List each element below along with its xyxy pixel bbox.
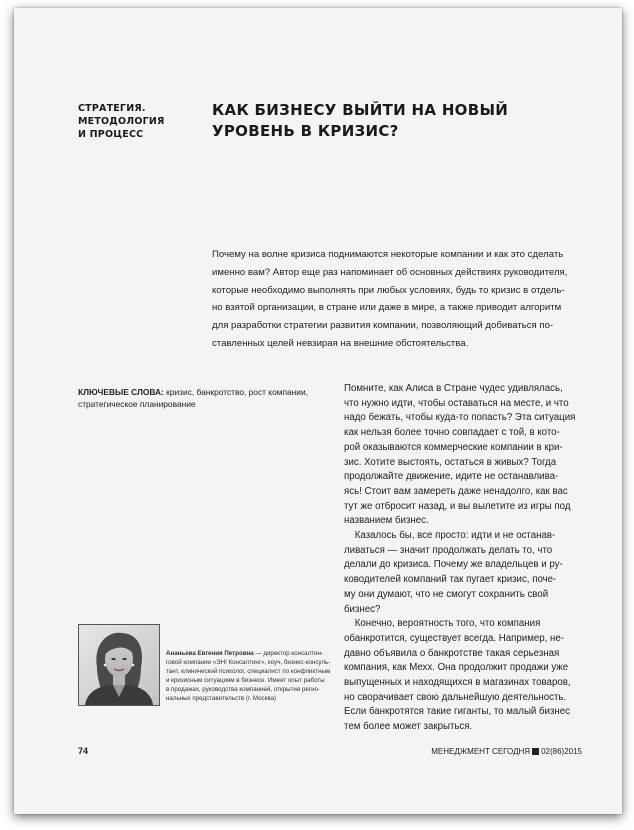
bio-line: нальных представительств (г. Москва)	[166, 695, 277, 703]
bio-line: тант, клинический психолог, специалист по конфликтным	[166, 668, 331, 676]
bio-line: в продажах, руководства компанией, открытия регио-	[166, 686, 321, 694]
author-bio	[166, 649, 331, 704]
article-title	[212, 100, 508, 142]
journal-name: МЕНЕДЖМЕНТ СЕГОДНЯ	[431, 747, 531, 756]
lead-line: именно вам? Автор еще раз напоминает об основных действиях руководителя,	[212, 266, 568, 278]
lead-line: Почему на волне кризиса поднимаются некоторые компании и как это сделать	[212, 249, 564, 260]
body-line: надо бежать, чтобы куда-то попасть? Эта ситуация	[344, 412, 576, 424]
section-label	[78, 102, 165, 141]
body-line: делали до кризиса. Почему же владельцев и ру-	[344, 559, 563, 571]
body-line: бизнес?	[344, 603, 381, 615]
section-label-line: МЕТОДОЛОГИЯ	[78, 116, 165, 127]
body-line: что нужно идти, чтобы оставаться на месте, и что	[344, 397, 569, 409]
body-line: рой оказываются коммерческие компании в кри-	[344, 441, 563, 453]
body-line: Казалось бы, все просто: идти и не останав-	[344, 530, 556, 542]
body-line: ясь! Стоит вам замереть даже ненадолго, как вас	[344, 485, 568, 497]
section-label-line: И ПРОЦЕСС	[78, 129, 144, 140]
body-line: ководителей компаний так пугает кризис, поче-	[344, 574, 557, 586]
body-line: му они думают, что не смогут сохранить свой	[344, 588, 549, 600]
page-number: 74	[78, 746, 89, 756]
keywords-block	[78, 386, 328, 410]
body-line: но сворачивает свою дальнейшую деятельность.	[344, 691, 567, 703]
lead-line: для разработки стратегии развития компании, позволяющий добиваться по-	[212, 320, 554, 332]
body-line: тем более может закрыться.	[344, 721, 473, 733]
author-name: Ананьева Евгения Петровна	[166, 650, 254, 657]
journal-issue: 02(86)2015	[541, 747, 582, 756]
body-line: ливаться — значит продолжать делать то, что	[344, 544, 553, 556]
title-line: УРОВЕНЬ В КРИЗИС?	[212, 122, 399, 140]
body-line: тут же отбросит назад, и вы вылетите из игры под	[344, 500, 571, 512]
body-line: зис. Хотите выстоять, остаться в живых? Тогда	[344, 456, 557, 468]
square-icon	[532, 748, 539, 755]
body-line: компания, как Мехх. Она продолжит продажи уже	[344, 662, 569, 674]
bio-line: говой компании «ЭН! Консалтинг», коуч, бизнес-консуль-	[166, 659, 331, 667]
author-portrait-icon	[79, 625, 159, 705]
body-line: Помните, как Алиса в Стране чудес удивлялась,	[344, 383, 563, 394]
journal-footer	[431, 747, 582, 756]
lead-line: ставленных целей невзирая на внешние обстоятельства.	[212, 337, 469, 349]
author-photo	[78, 624, 160, 706]
magazine-page	[14, 8, 622, 814]
body-line: как нельзя более точно совпадает с той, в кото-	[344, 427, 560, 439]
body-line: обанкротится, существует всегда. Например, не-	[344, 632, 564, 644]
body-line: названием бизнес.	[344, 515, 429, 527]
title-line: КАК БИЗНЕСУ ВЫЙТИ НА НОВЫЙ	[212, 101, 509, 119]
lead-line: но взятой организации, в стране или даже в мире, а также приводит алгоритм	[212, 302, 562, 314]
article-body	[344, 382, 604, 735]
body-line: давно объявила о банкротстве такая серьезная	[344, 647, 560, 659]
keywords-label: КЛЮЧЕВЫЕ СЛОВА:	[78, 387, 164, 397]
lead-line: которые необходимо выполнять при любых условиях, будь то кризис в отдель-	[212, 284, 565, 296]
body-line: продолжайте движение, идите не останавлива-	[344, 471, 559, 483]
article-lead	[212, 246, 582, 353]
body-line: выпущенных и находящихся в магазинах товаров,	[344, 677, 571, 689]
keywords-text: кризис, банкротство, рост компании,	[163, 387, 308, 397]
body-line: Если банкротятся такие гиганты, то малый бизнес	[344, 706, 570, 718]
bio-line: и кризисным ситуациям в бизнесе. Имеет опыт работы	[166, 677, 325, 685]
body-line: Конечно, вероятность того, что компания	[344, 618, 541, 630]
keywords-text: стратегическое планирование	[78, 399, 196, 409]
section-label-line: СТРАТЕГИЯ.	[78, 103, 146, 114]
bio-line: — директор консалтин-	[253, 650, 323, 657]
